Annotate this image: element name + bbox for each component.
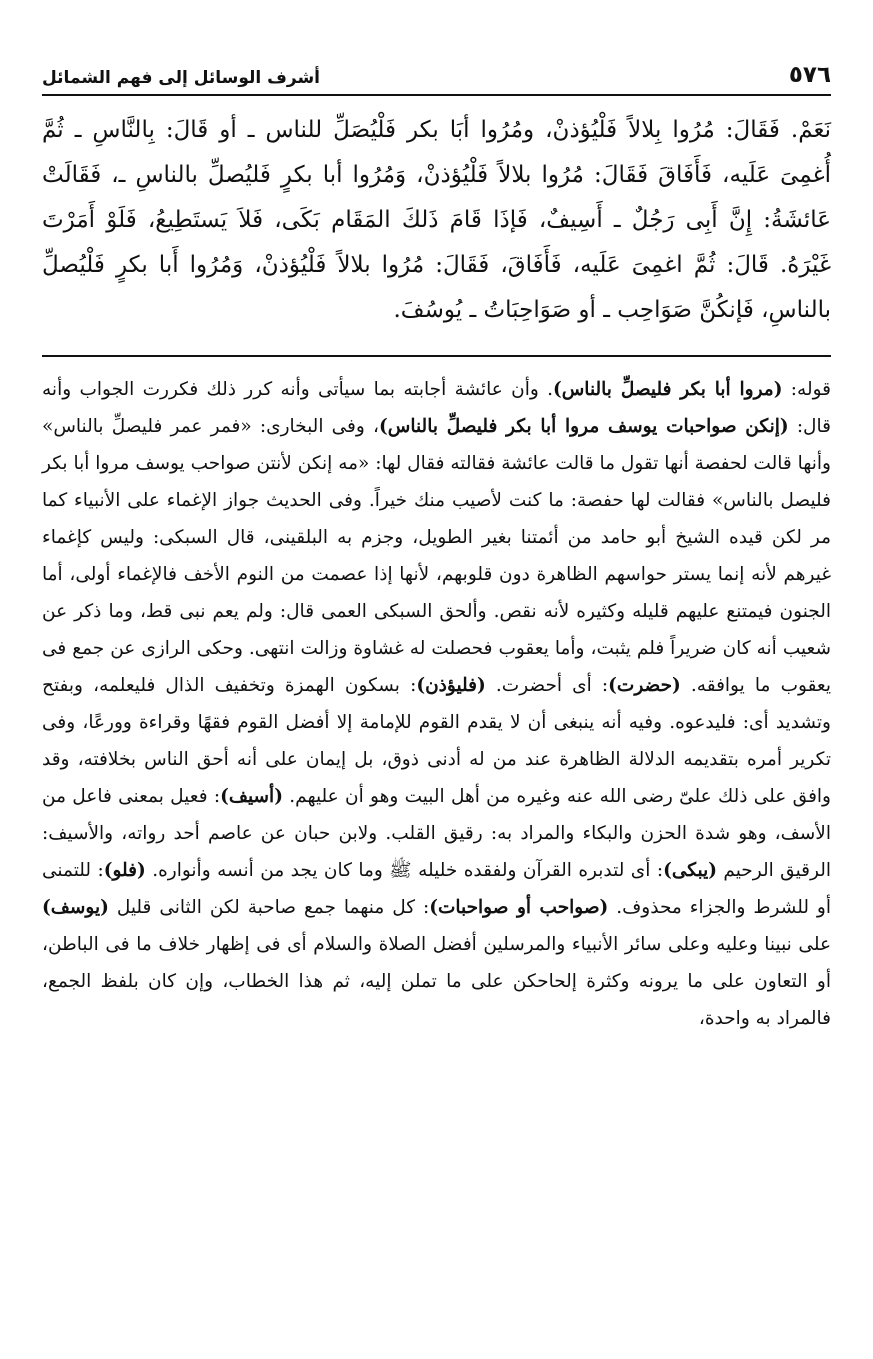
page-number: ٥٧٦	[788, 62, 831, 88]
commentary-lemma: (فلو)	[103, 860, 146, 881]
commentary-segment: : بسكون الهمزة وتخفيف الذال فليعلمه، وبفتح وتشديد أى: فليدعوه. وفيه أنه ينبغى أن لا يقدم القوم للإمامة إلا أفضل القوم فقهًا وقراءة وورعًا، وفى تكرير أمره بتقديمه الدلالة الظاهرة عند من له أدنى ذوق، بل إيمان على أنه أحق الناس بخلافته، وقد وافق على ذلك علىّ رضى الله عنه وغيره من أهل البيت وهو أن عليهم.	[42, 675, 831, 807]
footnote-divider	[42, 355, 831, 357]
commentary-segment: : كل منهما جمع صاحبة لكن الثانى قليل	[108, 897, 430, 918]
hadith-text-block	[42, 108, 831, 333]
commentary-lemma: (يبكى)	[663, 860, 717, 881]
commentary-segment: : أى لتدبره القرآن ولفقده خليله ﷺ وما كان يجد من أنسه وأنواره.	[145, 860, 664, 881]
commentary-lemma: (فليؤذن)	[416, 675, 486, 696]
commentary-segment: : للتمنى أو للشرط والجزاء محذوف.	[42, 860, 831, 918]
page-header	[42, 60, 831, 96]
commentary-block	[42, 371, 831, 1037]
commentary-lemma: (يوسف)	[42, 897, 109, 918]
hadith-text: نَعَمْ. فَقَالَ: مُرُوا بِلالاً فَلْيُؤذنْ، ومُرُوا أبَا بكر فَلْيُصَلِّ للناس ـ أو قَالَ: بِالنَّاسِ ـ ثُمَّ أُغمِىَ عَلَيه، فَأَفَاقَ فَقَالَ: مُرُوا بلالاً فَلْيُؤذنْ، وَمُرُوا أبا بكرٍ فَليُصلِّ بالناسِ ـ، فَقَالَتْ عَائشَةُ: إِنَّ أَبِى رَجُلٌ ـ أَسِيفٌ، فَإذَا قَامَ ذَلكَ المَقَام بَكَى، فَلاَ يَستَطِيعُ، فَلَوْ أَمَرْتَ غَيْرَهُ. قَالَ: ثُمَّ اغمِىَ عَلَيه، فَأَفَاقَ، فَقَالَ: مُرُوا بلالاً فَلْيُؤذنْ، وَمُرُوا أَبا بكرٍ فَلْيُصلِّ بالناسِ، فَإنكُنَّ صَوَاحِب ـ أو صَوَاحِبَاتُ ـ يُوسُفَ.	[42, 117, 831, 323]
commentary-lemma: (أسيف)	[220, 786, 283, 807]
commentary-segment: قوله:	[782, 379, 831, 400]
commentary-segment: ، وفى البخارى: «فمر عمر فليصلِّ بالناس» وأنها قالت لحفصة أنها تقول ما قالت عائشة فقالته فقال لها: «مه إنكن لأنتن صواحب يوسف مروا أبا بكر فليصل بالناس» فقالت لها حفصة: ما كنت لأصيب منك خيراً. وفى الحديث جواز الإغماء على الأنبياء كما مر لكن قيده الشيخ أبو حامد من أئمتنا بغير الطويل، وجزم به البلقينى، قال السبكى: وليس كإغماء غيرهم لأنه إنما يستر حواسهم الظاهرة دون قلوبهم، لأنها إذا عصمت من النوم الأخف فالإغماء أولى، أما الجنون فيمتنع عليهم قليله وكثيره لأنه نقص. وألحق السبكى العمى قال: ولم يعم نبى قط، وما ذكر عن شعيب أنه كان ضريراً فلم يثبت، وأما يعقوب فحصلت له غشاوة وزالت انتهى. وحكى الرازى عن جمع فى يعقوب ما يوافقه.	[42, 416, 831, 696]
commentary-segment: . وأن عائشة أجابته بما سيأتى وأنه كرر ذلك فكررت الجواب وأنه قال:	[42, 379, 831, 437]
commentary-segment: : فعيل بمعنى فاعل من الأسف، وهو شدة الحزن والبكاء والمراد به: رقيق القلب. ولابن حبان عن عاصم أحد رواته، والأسيف: الرقيق الرحيم	[42, 786, 832, 881]
commentary-lemma: (حضرت)	[608, 675, 681, 696]
commentary-text	[42, 371, 831, 1037]
commentary-segment: : أى أحضرت.	[485, 675, 609, 696]
commentary-lemma: (صواحب أو صواحبات)	[429, 897, 609, 918]
commentary-segment: على نبينا وعليه وعلى سائر الأنبياء والمرسلين أفضل الصلاة والسلام أى فى إظهار خلاف ما فى الباطن، أو التعاون على ما يرونه وكثرة إلحاحكن على ما تملن إليه، ثم هذا الخطاب، وإن كان بلفظ الجمع، فالمراد به واحدة،	[42, 934, 831, 1029]
commentary-lemma: (مروا أبا بكر فليصلِّ بالناس)	[552, 379, 783, 400]
book-title: أشرف الوسائل إلى فهم الشمائل	[42, 68, 321, 88]
commentary-lemma: (إنكن صواحبات يوسف مروا أبا بكر فليصلِّ بالناس)	[379, 416, 789, 437]
